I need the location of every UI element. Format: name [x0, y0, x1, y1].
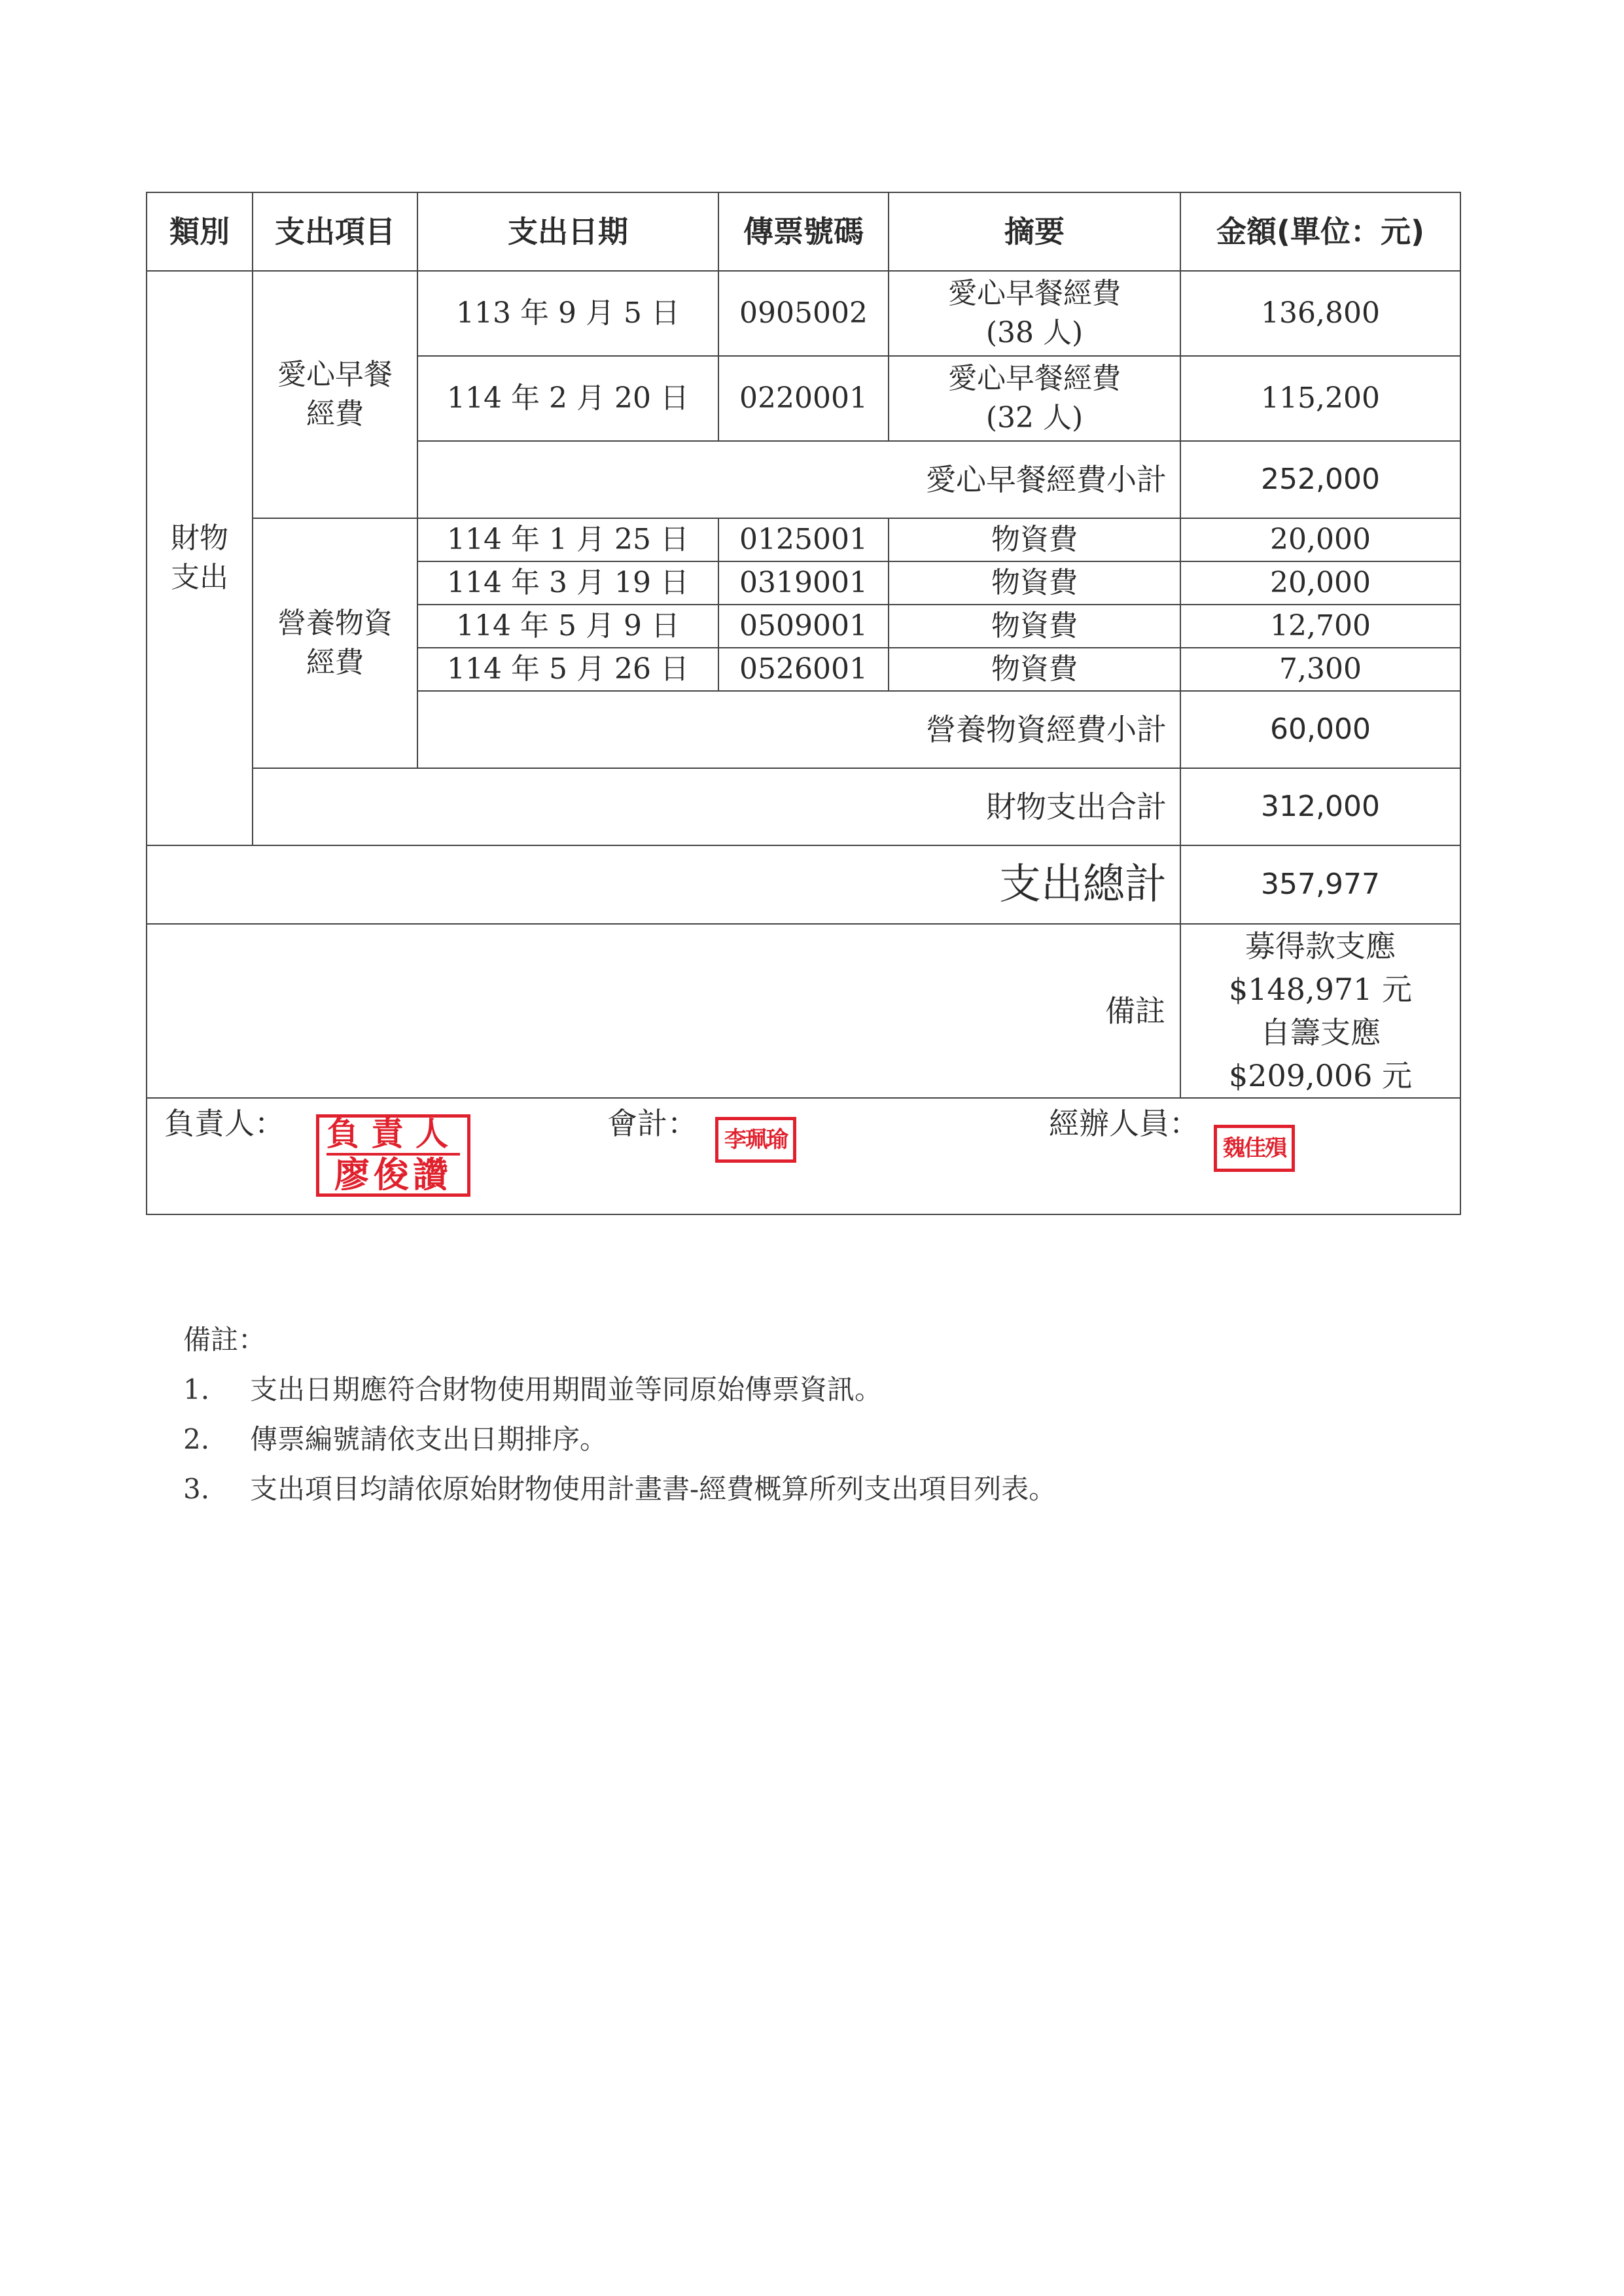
voucher-cell: 0526001 — [718, 648, 889, 691]
voucher-cell: 0509001 — [718, 605, 889, 648]
grand-total-label: 支出總計 — [147, 845, 1180, 924]
nutrition-subtotal-label: 營養物資經費小計 — [417, 691, 1180, 768]
category-total-label: 財物支出合計 — [253, 768, 1180, 845]
date-cell: 114 年 5 月 9 日 — [417, 605, 718, 648]
table-header-row — [147, 192, 1460, 271]
responsible-seal — [316, 1114, 470, 1197]
category-cell: 財物 支出 — [147, 271, 253, 845]
remark-value: 募得款支應 $148,971 元 自籌支應 $209,006 元 — [1180, 924, 1460, 1098]
note-number: 1. — [183, 1373, 210, 1405]
breakfast-subtotal-label: 愛心早餐經費小計 — [417, 441, 1180, 518]
notes-title: 備註： — [183, 1324, 266, 1356]
summary-cell: 物資費 — [889, 518, 1180, 561]
note-number: 3. — [183, 1473, 210, 1505]
voucher-cell: 0319001 — [718, 561, 889, 605]
expense-table — [146, 192, 1461, 1215]
voucher-cell: 0905002 — [718, 271, 889, 356]
category-total-value: 312,000 — [1180, 768, 1460, 845]
amount-cell: 136,800 — [1180, 271, 1460, 356]
amount-cell: 12,700 — [1180, 605, 1460, 648]
category-total-row — [147, 768, 1460, 845]
accountant-seal-name: 李珮瑜 — [724, 1127, 787, 1153]
nutrition-subtotal-value: 60,000 — [1180, 691, 1460, 768]
amount-cell: 20,000 — [1180, 561, 1460, 605]
note-item — [183, 1365, 1426, 1415]
signature-row — [147, 1098, 1460, 1214]
table-row — [147, 271, 1460, 356]
summary-cell: 愛心早餐經費 (38 人) — [889, 271, 1180, 356]
remark-label: 備註 — [147, 924, 1180, 1098]
summary-cell: 物資費 — [889, 648, 1180, 691]
responsible-seal-name: 廖俊讚 — [334, 1154, 452, 1195]
item-nutrition-cell: 營養物資 經費 — [253, 518, 417, 768]
amount-cell: 115,200 — [1180, 356, 1460, 441]
date-cell: 114 年 1 月 25 日 — [417, 518, 718, 561]
accountant-label: 會計： — [607, 1106, 697, 1141]
responsible-seal-title: 負責人 — [327, 1116, 460, 1156]
date-cell: 114 年 3 月 19 日 — [417, 561, 718, 605]
note-text: 傳票編號請依支出日期排序。 — [250, 1423, 608, 1455]
header-item: 支出項目 — [253, 192, 417, 271]
table-row — [147, 518, 1460, 561]
date-cell: 114 年 2 月 20 日 — [417, 356, 718, 441]
date-cell: 114 年 5 月 26 日 — [417, 648, 718, 691]
note-text: 支出日期應符合財物使用期間並等同原始傳票資訊。 — [250, 1373, 883, 1405]
header-voucher: 傳票號碼 — [718, 192, 889, 271]
grand-total-value: 357,977 — [1180, 845, 1460, 924]
signature-cell — [147, 1098, 1460, 1214]
grand-total-row — [147, 845, 1460, 924]
handler-label: 經辦人員： — [1049, 1106, 1199, 1141]
note-item — [183, 1415, 1426, 1464]
date-cell: 113 年 9 月 5 日 — [417, 271, 718, 356]
note-item — [183, 1464, 1426, 1514]
amount-cell: 20,000 — [1180, 518, 1460, 561]
voucher-cell: 0125001 — [718, 518, 889, 561]
header-category: 類別 — [147, 192, 253, 271]
note-number: 2. — [183, 1423, 210, 1455]
summary-cell: 愛心早餐經費 (32 人) — [889, 356, 1180, 441]
notes-section — [183, 1315, 1426, 1514]
breakfast-subtotal-value: 252,000 — [1180, 441, 1460, 518]
header-amount: 金額(單位：元) — [1180, 192, 1460, 271]
handler-seal — [1214, 1125, 1295, 1172]
note-text: 支出項目均請依原始財物使用計畫書-經費概算所列支出項目列表。 — [250, 1473, 1057, 1505]
summary-cell: 物資費 — [889, 605, 1180, 648]
voucher-cell: 0220001 — [718, 356, 889, 441]
amount-cell: 7,300 — [1180, 648, 1460, 691]
header-date: 支出日期 — [417, 192, 718, 271]
responsible-label: 負責人： — [164, 1106, 285, 1141]
item-breakfast-cell: 愛心早餐 經費 — [253, 271, 417, 518]
header-summary: 摘要 — [889, 192, 1180, 271]
accountant-seal — [715, 1117, 796, 1163]
summary-cell: 物資費 — [889, 561, 1180, 605]
handler-seal-name: 魏佳殞 — [1223, 1135, 1286, 1161]
remark-row — [147, 924, 1460, 1098]
